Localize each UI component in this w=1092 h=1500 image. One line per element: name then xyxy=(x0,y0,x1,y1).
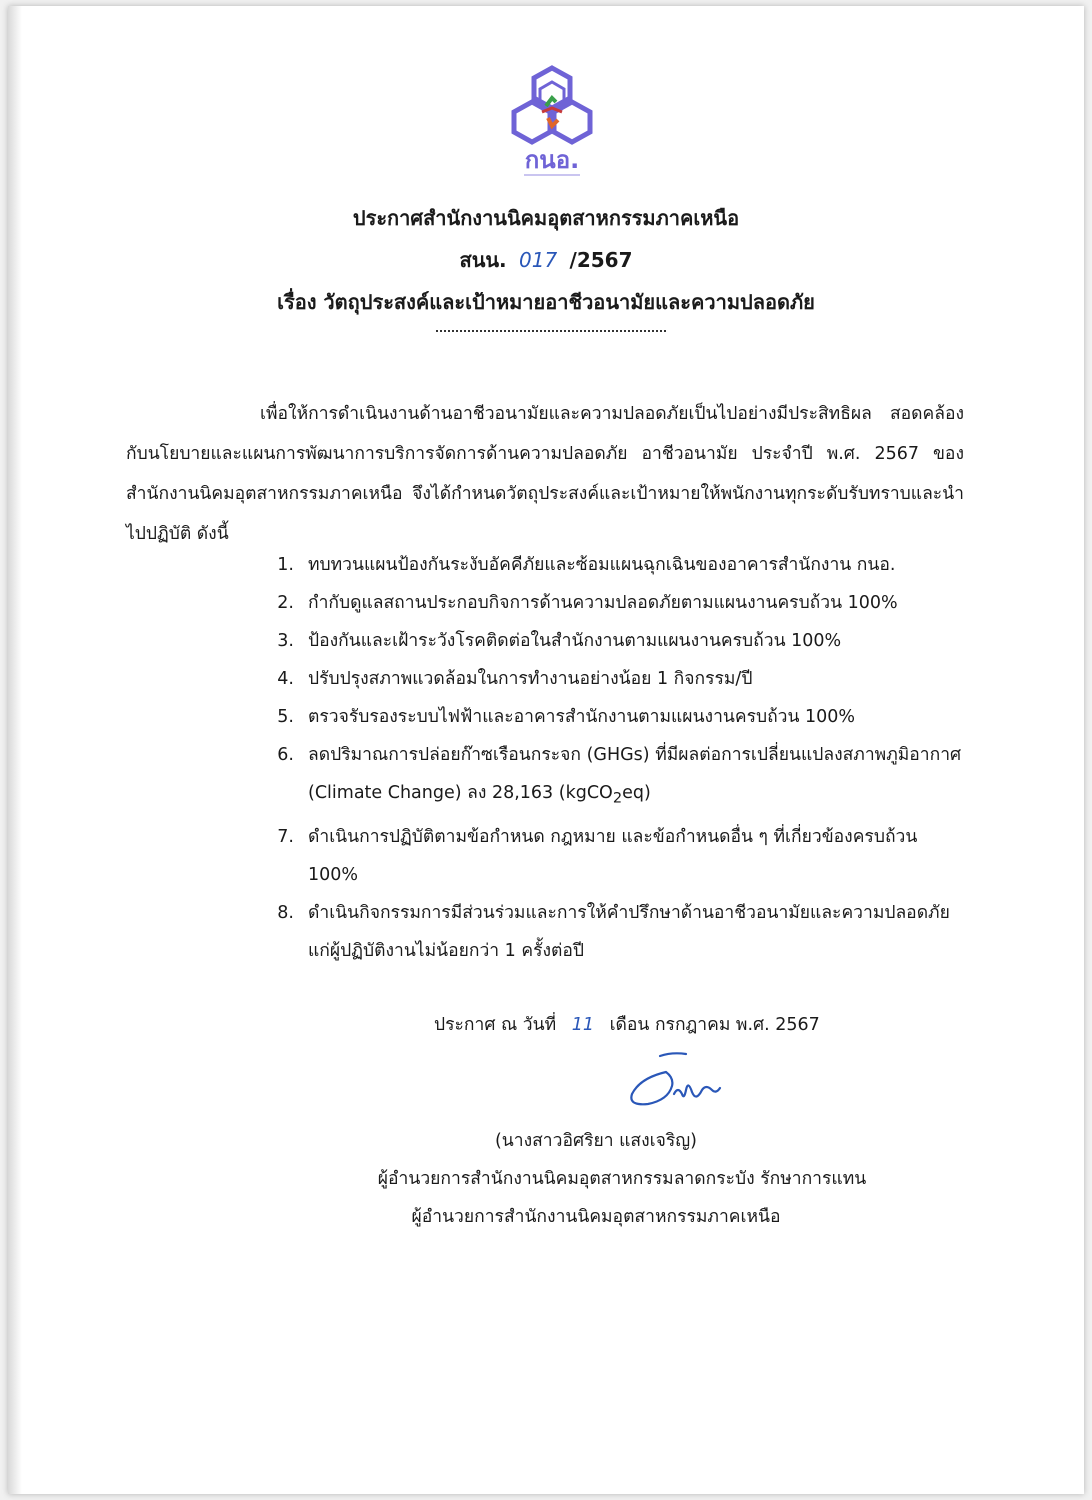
ieat-logo xyxy=(502,62,602,180)
item-number: 1 . xyxy=(126,546,308,584)
list-item xyxy=(126,546,964,584)
item-text-subscript: 2 xyxy=(612,789,623,807)
handwritten-signature xyxy=(620,1050,730,1118)
announcement-title: ประกาศสำนักงานนิคมอุตสาหกรรมภาคเหนือ xyxy=(352,206,740,230)
item-text: ทบทวนแผนป้องกันระงับอัคคีภัยและซ้อมแผนฉุกเฉินของอาคารสำนักงาน กนอ. xyxy=(308,555,896,575)
list-item xyxy=(126,894,964,970)
reference-handwritten-number: 017 xyxy=(519,248,558,272)
item-text: ดำเนินกิจกรรมการมีส่วนร่วมและการให้คำปรึกษาด้านอาชีวอนามัยและความปลอดภัยแก่ผู้ปฏิบัติงานไม่น้อยกว่า 1 ครั้งต่อปี xyxy=(308,902,950,961)
intro-paragraph xyxy=(126,394,964,554)
item-text-main: ลดปริมาณการปล่อยก๊าซเรือนกระจก (GHGs) ที่มีผลต่อการเปลี่ยนแปลงสภาพภูมิอากาศ (Climate Change) ลง 28,163 (kgCO xyxy=(308,745,962,803)
item-number: 2 . xyxy=(126,584,308,622)
reference-number xyxy=(8,244,1084,276)
logo-text: กนอ. xyxy=(524,146,580,174)
item-number: 7 . xyxy=(126,818,308,894)
item-number: 4 . xyxy=(126,660,308,698)
item-text-end: eq) xyxy=(622,783,651,803)
list-item xyxy=(126,698,964,736)
item-number: 6 . xyxy=(126,736,308,818)
reference-year: /2567 xyxy=(569,248,633,272)
objectives-list xyxy=(126,546,964,970)
item-text xyxy=(308,736,964,818)
list-item xyxy=(126,818,964,894)
item-text: ปรับปรุงสภาพแวดล้อมในการทำงานอย่างน้อย 1 กิจกรรม/ปี xyxy=(308,669,753,689)
list-item xyxy=(126,736,964,818)
signer-name: (นางสาวอิศริยา แสงเจริญ) xyxy=(494,1131,698,1151)
intro-text: เพื่อให้การดำเนินงานด้านอาชีวอนามัยและความปลอดภัยเป็นไปอย่างมีประสิทธิผล สอดคล้องกับนโยบายและแผนการพัฒนาการบริการจัดการด้านความปลอดภัย อาชีวอนามัย ประจำปี พ.ศ. 2567 ของสำนักงานนิคมอุตสาหกรรมภาคเหนือ จึงได้กำหนดวัตถุประสงค์และเป้าหมายให้พนักงานทุกระดับรับทราบและนำไปปฏิบัติ ดังนี้ xyxy=(126,404,964,544)
signer-acting-for: ผู้อำนวยการสำนักงานนิคมอุตสาหกรรมภาคเหนือ xyxy=(411,1207,781,1227)
date-suffix: เดือน กรกฎาคม พ.ศ. 2567 xyxy=(609,1015,820,1035)
item-text: ดำเนินการปฏิบัติตามข้อกำหนด กฎหมาย และข้อกำหนดอื่น ๆ ที่เกี่ยวข้องครบถ้วน 100% xyxy=(308,826,918,885)
item-number: 3 . xyxy=(126,622,308,660)
list-item xyxy=(126,584,964,622)
item-text: กำกับดูแลสถานประกอบกิจการด้านความปลอดภัยตามแผนงานครบถ้วน 100% xyxy=(308,593,898,613)
dotted-divider xyxy=(436,322,666,332)
reference-prefix: สนน. xyxy=(459,248,507,272)
announcement-date xyxy=(434,1010,820,1038)
item-number: 5 . xyxy=(126,698,308,736)
announcement-subject: เรื่อง วัตถุประสงค์และเป้าหมายอาชีวอนามัยและความปลอดภัย xyxy=(277,290,815,314)
item-number: 8 . xyxy=(126,894,308,970)
date-prefix: ประกาศ ณ วันที่ xyxy=(434,1015,557,1035)
list-item xyxy=(126,622,964,660)
signer-position: ผู้อำนวยการสำนักงานนิคมอุตสาหกรรมลาดกระบัง รักษาการแทน xyxy=(377,1169,867,1189)
document-page xyxy=(8,6,1084,1494)
list-item xyxy=(126,660,964,698)
item-text: ป้องกันและเฝ้าระวังโรคติดต่อในสำนักงานตามแผนงานครบถ้วน 100% xyxy=(308,631,842,651)
item-text: ตรวจรับรองระบบไฟฟ้าและอาคารสำนักงานตามแผนงานครบถ้วน 100% xyxy=(308,707,856,727)
handwritten-day: 11 xyxy=(571,1015,594,1035)
